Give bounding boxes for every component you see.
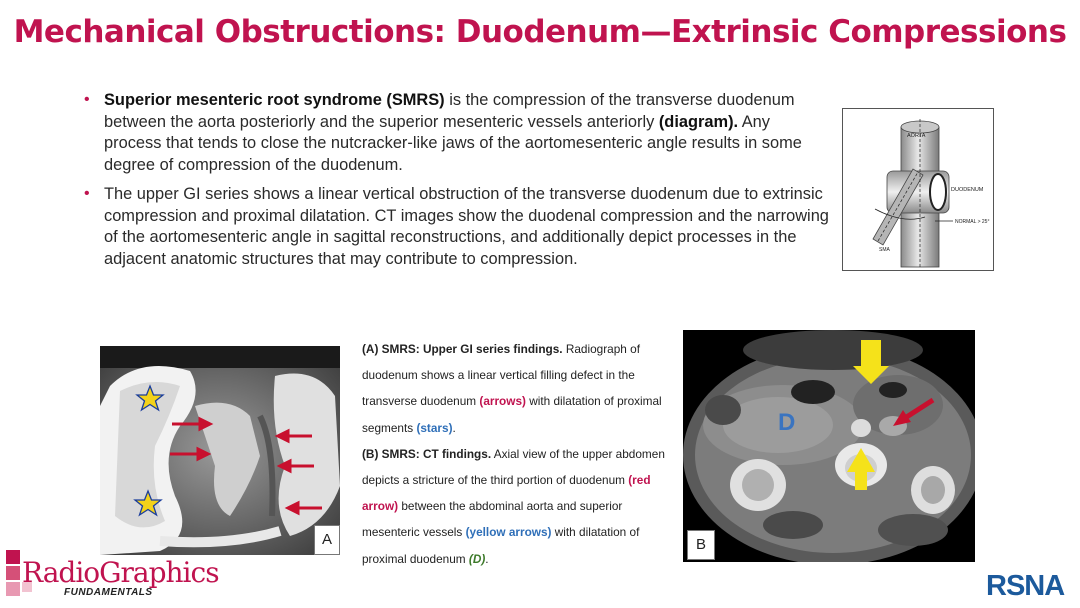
bullet-item (84, 90, 829, 176)
bullet-dot-icon: • (84, 185, 90, 202)
figure-caption (362, 336, 672, 572)
caption-arrows-ref: (arrows) (479, 394, 526, 409)
bullet-bold-term: Superior mesenteric root syndrome (SMRS) (104, 91, 445, 109)
bullet-text: Any process that tends to close the nutcracker-like jaws of the aortomesenteric angle results in some degree of compression of the duodenum. (104, 112, 802, 174)
duodenum-label: DUODENUM (951, 187, 984, 193)
caption-text: with dilatation of proximal duodenum (362, 525, 640, 566)
figure-a-radiograph (100, 346, 340, 555)
caption-d-ref: (D) (468, 551, 486, 566)
aorta-label: AORTA (907, 133, 926, 139)
caption-text: . (452, 420, 456, 435)
figure-b-ct-image (683, 330, 975, 562)
caption-text: between the abdominal aorta and superior mesenteric vessels (362, 499, 623, 540)
sma-label: SMA (879, 247, 890, 253)
caption-a-heading: (A) SMRS: Upper GI series findings. (362, 342, 563, 356)
figure-b-label: B (687, 530, 715, 560)
bullet-bold-ref: (diagram). (658, 112, 739, 131)
upper-gi-radiograph-image (100, 346, 340, 555)
duodenum-d-label: D (778, 409, 796, 436)
caption-yellow-arrows-ref: (yellow arrows) (465, 525, 552, 540)
radiographics-wordmark: RadioGraphics (22, 556, 219, 589)
caption-text: Axial view of the upper abdomen depicts a stricture of the third portion of duodenum (362, 446, 665, 488)
caption-red-arrow-ref: (red arrow) (362, 473, 651, 514)
smrs-diagram (842, 108, 994, 271)
fundamentals-wordmark: FUNDAMENTALS (64, 587, 153, 598)
caption-text: Radiograph of duodenum shows a linear vertical filling defect in the transverse duodenum (362, 342, 640, 409)
axial-ct-image (683, 330, 975, 562)
aortomesenteric-diagram-illustration (843, 109, 993, 270)
caption-text: with dilatation of proximal segments (362, 394, 662, 435)
bullet-dot-icon: • (84, 91, 90, 108)
bullet-item (84, 184, 829, 270)
bullet-list (84, 90, 829, 278)
slide-title: Mechanical Obstructions: Duodenum—Extrinsic Compressions (13, 14, 1067, 50)
bullet-text: is the compression of the transverse duodenum between the aorta posteriorly and the superior mesenteric vessels anteriorly (104, 91, 795, 131)
caption-stars-ref: (stars) (416, 420, 453, 435)
figure-a-label: A (314, 525, 340, 555)
rsna-logo: RSNA (986, 570, 1065, 602)
bullet-text: The upper GI series shows a linear vertical obstruction of the transverse duodenum due to extrinsic compression and proximal dilatation. CT images show the duodenal compression and the narrowing of the aortomesenteric angle in sagittal reconstructions, and additionally depict processes in the adjacent anatomic structures that may contribute to compression. (104, 185, 829, 268)
normal-angle-label: NORMAL > 25° (955, 219, 990, 225)
caption-text: . (485, 551, 489, 566)
caption-b-heading: (B) SMRS: CT findings. (362, 446, 492, 461)
